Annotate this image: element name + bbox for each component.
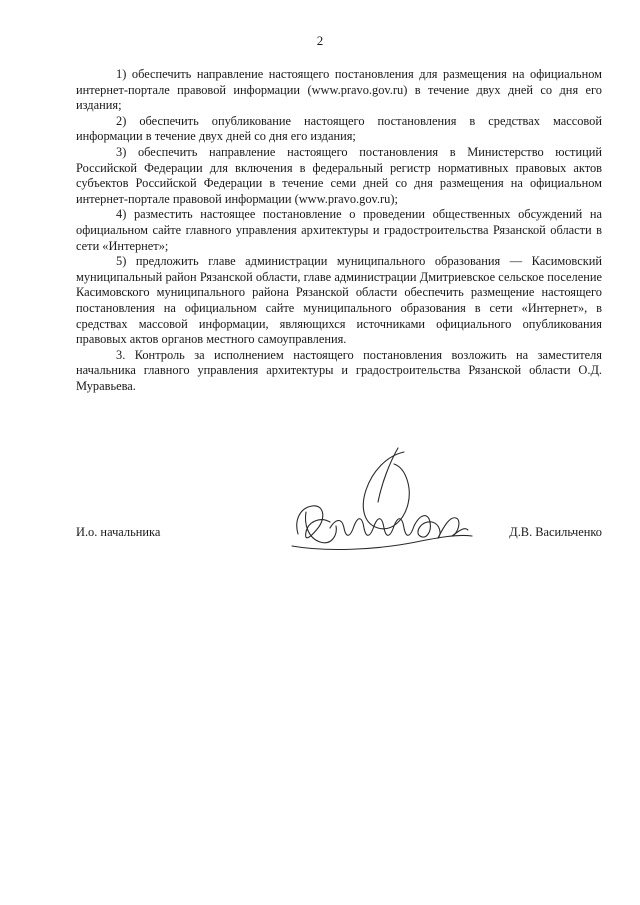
paragraph-item-5: 5) предложить главе администрации муниципального образования — Касимовский муниципальный район Рязанской области, главе администрации Дмитриевское сельское поселение Касимовского муниципального района Рязанской области обеспечить размещение настоящего постановления на официальном сайте муниципального образования в сети «Интернет», в средствах массовой информации, являющихся источниками официального опубликования правовых актов органов местного самоуправления. bbox=[76, 254, 602, 347]
paragraph-item-4: 4) разместить настоящее постановление о проведении общественных обсуждений на официальном сайте главного управления архитектуры и градостроительства Рязанской области в сети «Интернет»; bbox=[76, 207, 602, 253]
paragraph-item-3: 3) обеспечить направление настоящего постановления в Министерство юстиций Российской Федерации для включения в федеральный регистр нормативных правовых актов субъектов Российской Федерации в течение семи дней со дня размещения на официальном интернет-портале правовой информации (www.pravo.gov.ru); bbox=[76, 144, 602, 206]
handwritten-signature bbox=[286, 442, 476, 562]
paragraph-item-2: 2) обеспечить опубликование настоящего постановления в средствах массовой информации в течение двух дней со дня его издания; bbox=[76, 113, 602, 144]
signer-title: И.о. начальника bbox=[76, 525, 161, 539]
page-number: 2 bbox=[316, 33, 324, 48]
signature-block bbox=[76, 500, 602, 570]
paragraph-control-clause: 3. Контроль за исполнением настоящего постановления возложить на заместителя начальника главного управления архитектуры и градостроительства Рязанской области О.Д. Муравьева. bbox=[76, 347, 602, 393]
paragraph-item-1: 1) обеспечить направление настоящего постановления для размещения на официальном интернет-портале правовой информации (www.pravo.gov.ru) в течение двух дней со дня его издания; bbox=[76, 67, 602, 113]
document-body bbox=[76, 67, 602, 394]
signer-name: Д.В. Васильченко bbox=[509, 525, 602, 539]
